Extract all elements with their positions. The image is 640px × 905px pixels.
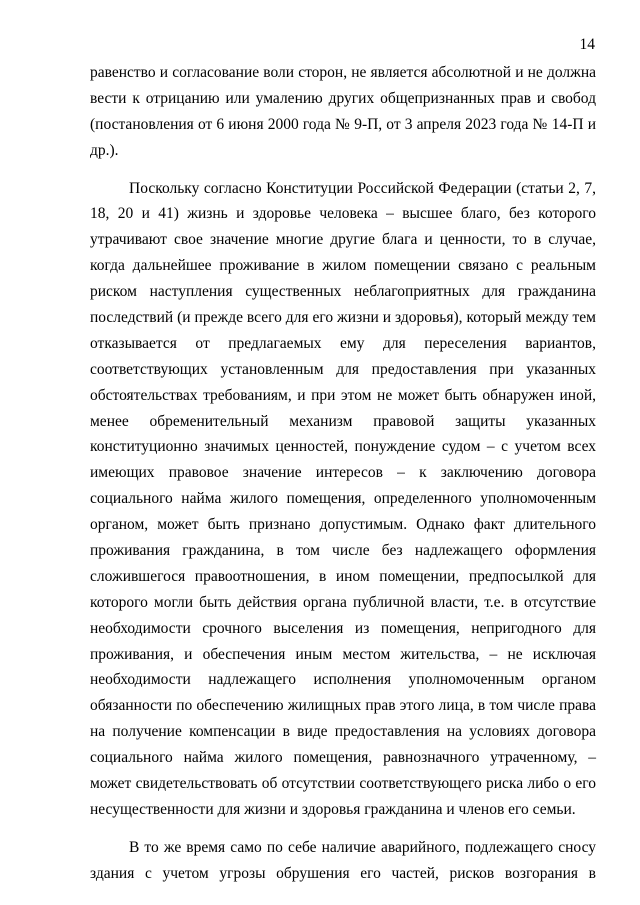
text-line: обязанности по обеспечению жилищных прав этого лица, в том числе права [90,697,596,715]
text-line: на получение компенсации в виде предоставления на условиях договора [90,723,596,741]
text-line: имеющих правовое значение интересов – к заключению договора [90,464,596,482]
text-line: социального найма жилого помещения, определенного уполномоченным [90,490,596,508]
text-line: здания с учетом угрозы обрушения его частей, рисков возгорания в [90,864,596,882]
paragraph-spacing [90,164,596,176]
text-line: соответствующих установленным для предоставления при указанных [90,360,596,378]
text-line: равенство и согласование воли сторон, не является абсолютной и не должна [90,64,596,81]
page-number: 14 [579,36,595,53]
text-line: которого могли быть действия органа публичной власти, т.е. в отсутствие [90,593,596,611]
body-text [90,60,596,887]
text-line: когда дальнейшее проживание в жилом помещении связано с реальным [90,257,596,275]
text-line: последствий (и прежде всего для его жизни и здоровья), который между тем [90,309,596,327]
text-line: может свидетельствовать об отсутствии соответствующего риска либо о его [90,775,596,793]
text-line: сложившегося правоотношения, в ином помещении, предпосылкой для [90,567,596,585]
text-line: утрачивают свое значение многие другие блага и ценности, то в случае, [90,231,596,249]
text-line: обстоятельствах требованиям, и при этом не может быть обнаружен иной, [90,386,596,404]
text-line: 18, 20 и 41) жизнь и здоровье человека – высшее благо, без которого [90,205,596,223]
text-line: органом, может быть признано допустимым. Однако факт длительного [90,516,596,534]
text-line: социального найма жилого помещения, равнозначного утраченному, – [90,749,596,767]
text-line: несущественности для жизни и здоровья гражданина и членов его семьи. [90,800,576,818]
text-line: необходимости срочного выселения из помещения, непригодного для [90,619,596,637]
text-line: необходимости надлежащего исполнения уполномоченным органом [90,671,596,689]
text-line: риском наступления существенных неблагоприятных для гражданина [90,283,596,301]
text-line: проживания гражданина, в том числе без надлежащего оформления [90,542,596,560]
text-line: (постановления от 6 июня 2000 года № 9-П, от 3 апреля 2023 года № 14-П и [90,115,596,133]
text-line: вести к отрицанию или умалению других общепризнанных прав и свобод [90,89,596,107]
text-line: В то же время само по себе наличие аварийного, подлежащего сносу [129,838,596,856]
paragraph [90,835,596,887]
text-line: менее обременительный механизм правовой защиты указанных [90,412,596,430]
paragraph-spacing [90,823,596,835]
text-line: Поскольку согласно Конституции Российской Федерации (статьи 2, 7, [129,179,596,197]
text-line: отказывается от предлагаемых ему для переселения вариантов, [90,334,596,352]
text-line: др.). [90,141,119,159]
paragraph [90,176,596,823]
paragraph [90,60,596,164]
text-line: проживания, и обеспечения иным местом жительства, – не исключая [90,645,596,663]
text-line: конституционно значимых ценностей, понуждение судом – с учетом всех [90,438,596,456]
